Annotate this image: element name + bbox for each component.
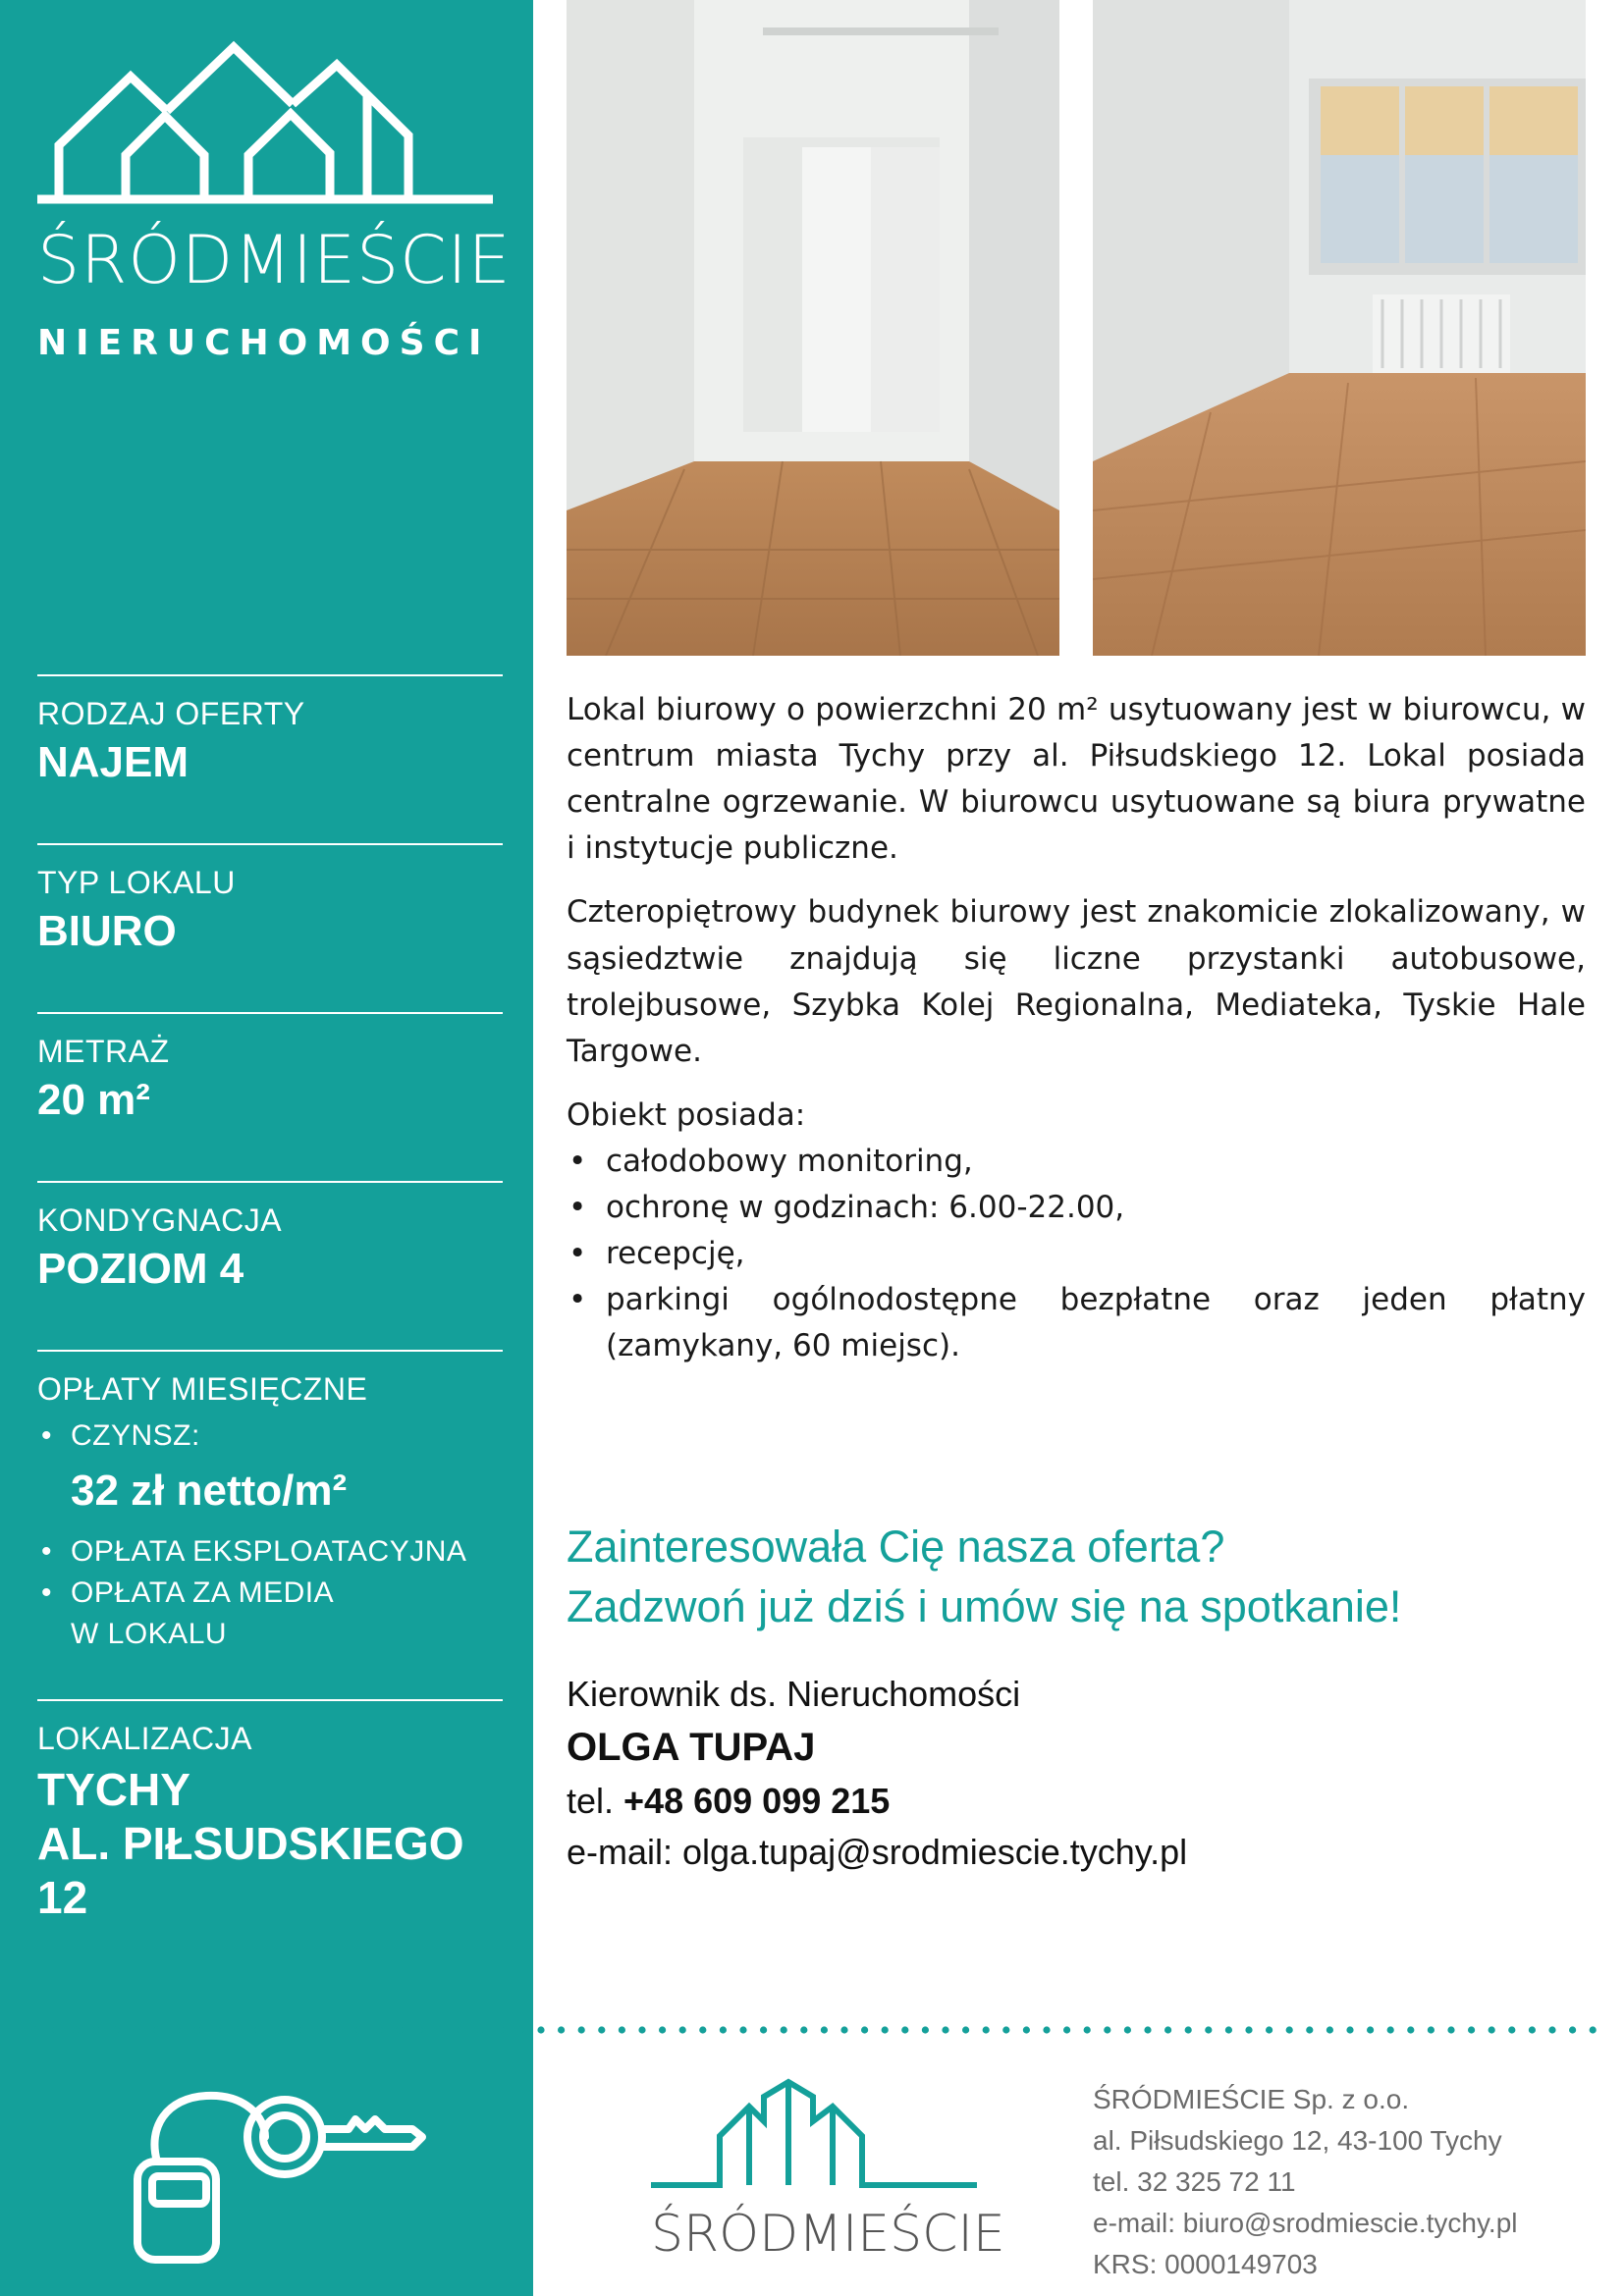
divider-dot [962, 2026, 969, 2033]
footer-logo-text: ŚRÓDMIEŚCIE [651, 2205, 1005, 2264]
divider-dot [396, 2026, 403, 2033]
divider-dot [254, 2026, 261, 2033]
divider-dot [901, 2026, 908, 2033]
brand-subtitle: NIERUCHOMOŚCI [37, 323, 491, 363]
keys-icon [128, 2068, 442, 2265]
divider-dot [1185, 2026, 1192, 2033]
spec-label: KONDYGNACJA [37, 1202, 283, 1238]
cta-line: Zadzwoń już dziś i umów się na spotkanie! [567, 1580, 1402, 1631]
divider-dot [92, 2026, 99, 2033]
divider-dot [1447, 2026, 1454, 2033]
divider-dot [355, 2026, 362, 2033]
description-paragraph: Czteropiętrowy budynek biurowy jest znakomicie zlokalizowany, w sąsiedztwie znajdują się liczne przystanki autobusowe, trolejbusowe, Szybka Kolej Regionalna, Mediateka, Tyskie Hale Targowe. [567, 894, 1586, 1069]
divider-dot [821, 2026, 828, 2033]
fee-rent-label: • CZYNSZ: [37, 1415, 503, 1457]
divider-dot [1590, 2026, 1597, 2033]
spec-label: TYP LOKALU [37, 865, 236, 900]
divider-dot [1346, 2026, 1353, 2033]
divider-dot [558, 2026, 565, 2033]
divider-dot [619, 2026, 625, 2033]
spec-location [37, 1699, 503, 1926]
feature-item: • całodobowy monitoring, [567, 1139, 1586, 1185]
divider-dot [679, 2026, 686, 2033]
spec-value: 20 m² [37, 1076, 150, 1124]
divider-dot [214, 2026, 221, 2033]
houses-logo-icon [37, 37, 493, 204]
spec-area [37, 1012, 503, 1181]
divider-dot [517, 2026, 524, 2033]
divider-dot [739, 2026, 746, 2033]
divider-dot [1124, 2026, 1131, 2033]
spec-monthly-fees [37, 1350, 503, 1699]
divider-dot [1569, 2026, 1576, 2033]
divider-dot [1548, 2026, 1555, 2033]
divider-dot [497, 2026, 504, 2033]
location-street: AL. PIŁSUDSKIEGO 12 [37, 1818, 464, 1924]
divider-dot [537, 2026, 544, 2033]
divider-dot [416, 2026, 423, 2033]
divider-dot [1104, 2026, 1110, 2033]
divider-dot [1266, 2026, 1272, 2033]
cta-line: Zainteresowała Cię nasza oferta? [567, 1522, 1225, 1572]
phone-prefix: tel. [567, 1781, 624, 1822]
divider-dot [1387, 2026, 1394, 2033]
divider-dot [720, 2026, 727, 2033]
spec-label: OPŁATY MIESIĘCZNE [37, 1371, 368, 1407]
divider-dot [1144, 2026, 1151, 2033]
office-photo-window [1093, 0, 1586, 656]
brand-name: ŚRÓDMIEŚCIE [37, 222, 512, 299]
fee-operating: • OPŁATA EKSPLOATACYJNA [37, 1531, 503, 1573]
divider-dot [295, 2026, 301, 2033]
company-email[interactable]: e-mail: biuro@srodmiescie.tychy.pl [1093, 2208, 1518, 2238]
divider-dot [840, 2026, 847, 2033]
divider-dot [153, 2026, 160, 2033]
divider-dot [1407, 2026, 1414, 2033]
divider-dot [1529, 2026, 1536, 2033]
fee-rent-value: 32 zł netto/m² [71, 1467, 348, 1515]
divider-dot [1245, 2026, 1252, 2033]
company-info [1093, 2079, 1603, 2285]
divider-dot [457, 2026, 463, 2033]
divider-dot [376, 2026, 383, 2033]
sidebar [0, 0, 533, 2296]
divider-dot [578, 2026, 585, 2033]
company-phone[interactable]: tel. 32 325 72 11 [1093, 2166, 1296, 2197]
divider-dot [52, 2026, 59, 2033]
contact-phone-link[interactable]: +48 609 099 215 [623, 1781, 891, 1822]
contact-name: OLGA TUPAJ [567, 1725, 816, 1769]
divider-dot [598, 2026, 605, 2033]
divider-dot [922, 2026, 929, 2033]
contact-phone-line [567, 1776, 1588, 1827]
divider-dot [234, 2026, 241, 2033]
divider-dot [1286, 2026, 1293, 2033]
offer-description [567, 687, 1586, 1370]
spec-value: NAJEM [37, 738, 189, 786]
divider-dot [699, 2026, 706, 2033]
spec-unit-type [37, 843, 503, 1012]
company-name: ŚRÓDMIEŚCIE Sp. z o.o. [1093, 2084, 1410, 2114]
call-to-action [567, 1518, 1597, 1637]
divider-dot [781, 2026, 787, 2033]
divider-dot [275, 2026, 282, 2033]
features-intro: Obiekt posiada: [567, 1096, 806, 1133]
divider-dot [983, 2026, 990, 2033]
divider-dot [1023, 2026, 1030, 2033]
dotted-divider [31, 2025, 1602, 2035]
spec-floor [37, 1181, 503, 1350]
fee-media: • OPŁATA ZA MEDIA W LOKALU [37, 1573, 361, 1655]
spec-value: POZIOM 4 [37, 1245, 244, 1293]
divider-dot [133, 2026, 139, 2033]
office-photo-window-image [1093, 0, 1586, 656]
spec-label: RODZAJ OFERTY [37, 696, 305, 731]
divider-dot [73, 2026, 80, 2033]
divider-dot [436, 2026, 443, 2033]
feature-item: • parkingi ogólnodostępne bezpłatne oraz jeden płatny (zamykany, 60 miejsc). [567, 1277, 1586, 1369]
divider-dot [315, 2026, 322, 2033]
contact-block [567, 1669, 1588, 1878]
divider-dot [1002, 2026, 1009, 2033]
company-address: al. Piłsudskiego 12, 43-100 Tychy [1093, 2125, 1502, 2156]
office-photo-entrance [567, 0, 1059, 656]
divider-dot [1428, 2026, 1435, 2033]
divider-dot [1468, 2026, 1475, 2033]
divider-dot [800, 2026, 807, 2033]
divider-dot [1326, 2026, 1333, 2033]
office-photo-entrance-image [567, 0, 1059, 656]
divider-dot [1205, 2026, 1212, 2033]
divider-dot [942, 2026, 948, 2033]
feature-item: • recepcję, [567, 1231, 1586, 1277]
spec-offer-type [37, 674, 503, 843]
divider-dot [1306, 2026, 1313, 2033]
divider-dot [760, 2026, 767, 2033]
company-krs: KRS: 0000149703 [1093, 2249, 1318, 2279]
feature-item: • ochronę w godzinach: 6.00-22.00, [567, 1185, 1586, 1231]
divider-dot [882, 2026, 889, 2033]
spec-value: BIURO [37, 907, 177, 955]
location-city: TYCHY [37, 1764, 190, 1815]
divider-dot [1489, 2026, 1495, 2033]
divider-dot [31, 2026, 38, 2033]
divider-dot [1367, 2026, 1374, 2033]
divider-dot [113, 2026, 120, 2033]
divider-dot [1084, 2026, 1091, 2033]
divider-dot [861, 2026, 868, 2033]
description-paragraph: Lokal biurowy o powierzchni 20 m² usytuowany jest w biurowcu, w centrum miasta Tychy przy al. Piłsudskiego 12. Lokal posiada centralne ogrzewanie. W biurowcu usytuowane są biura prywatne i instytucje publiczne. [567, 692, 1586, 867]
contact-role: Kierownik ds. Nieruchomości [567, 1674, 1021, 1714]
divider-dot [1164, 2026, 1171, 2033]
contact-email-link[interactable]: e-mail: olga.tupaj@srodmiescie.tychy.pl [567, 1832, 1188, 1873]
divider-dot [1508, 2026, 1515, 2033]
fee-list [37, 1415, 503, 1655]
divider-dot [1063, 2026, 1070, 2033]
divider-dot [193, 2026, 200, 2033]
divider-dot [659, 2026, 666, 2033]
divider-dot [638, 2026, 645, 2033]
divider-dot [1225, 2026, 1232, 2033]
divider-dot [477, 2026, 484, 2033]
divider-dot [335, 2026, 342, 2033]
divider-dot [174, 2026, 181, 2033]
spec-label: LOKALIZACJA [37, 1721, 252, 1756]
spec-label: METRAŻ [37, 1034, 170, 1069]
offer-specs [37, 674, 503, 1926]
divider-dot [1043, 2026, 1050, 2033]
features-list [567, 1139, 1586, 1370]
